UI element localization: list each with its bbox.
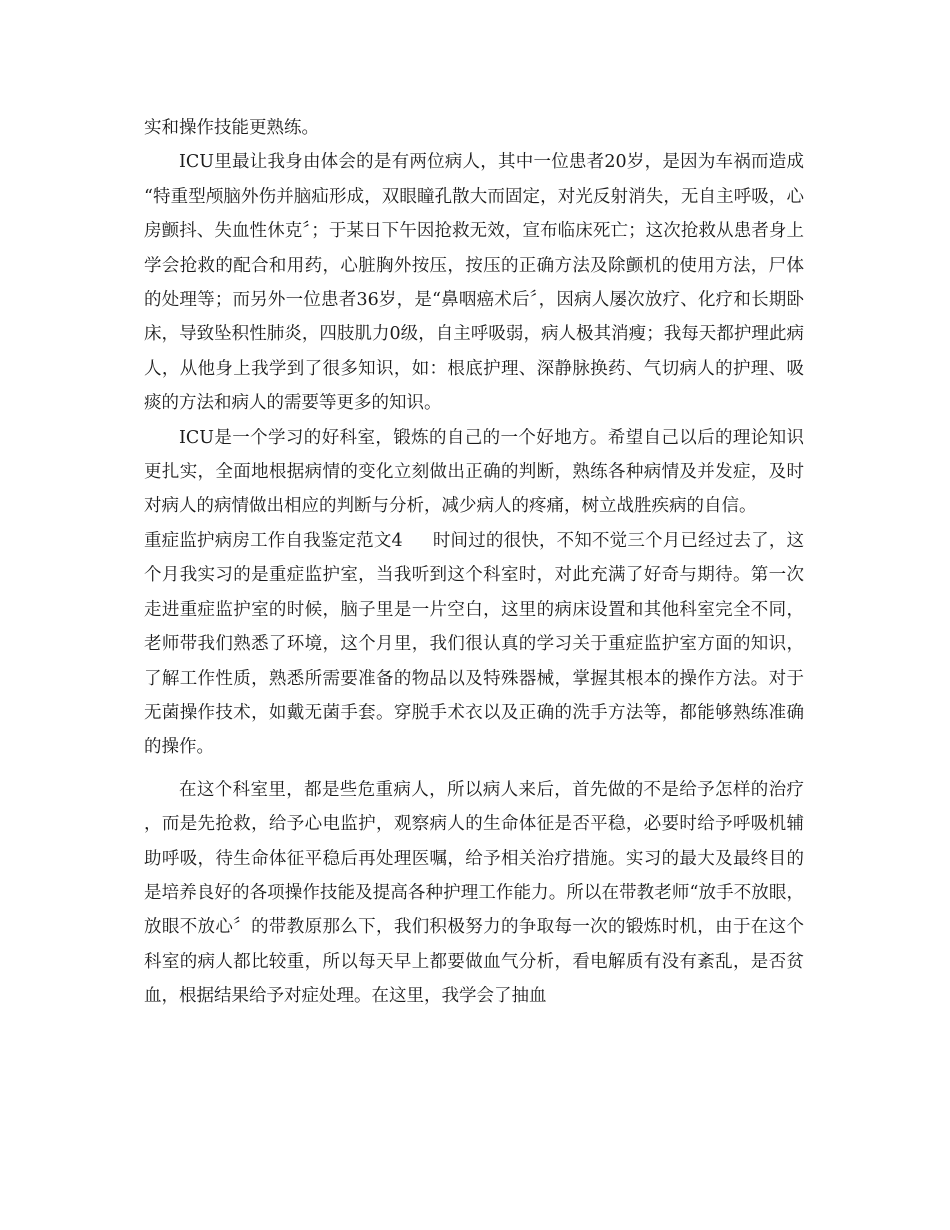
section-heading: 重症监护病房工作自我鉴定范文4 <box>144 530 403 551</box>
paragraph-critical-care: 在这个科室里，都是些危重病人，所以病人来后，首先做的不是给予怎样的治疗，而是先抢救，给予心电监护，观察病人的生命体征是否平稳，必要时给予呼吸机辅助呼吸，待生命体征平稳后再处理医嘱，给予相关治疗措施。实习的最大及最终目的是培养良好的各项操作技能及提高各种护理工作能力。所以在带教老师“放手不放眼，放眼不放心〞的带教原那么下，我们积极努力的争取每一次的锻炼时机，由于在这个科室的病人都比较重，所以每天早上都要做血气分析，看电解质有没有紊乱，是否贫血，根据结果给予对症处理。在这里，我学会了抽血 <box>144 779 804 1007</box>
section-intro-text: 时间过的很快，不知不觉三个月已经过去了，这个月我实习的是重症监护室，当我听到这个科室时，对此充满了好奇与期待。第一次走进重症监护室的时候，脑子里是一片空白，这里的病床设置和其他科室完全不同，老师带我们熟悉了环境，这个月里，我们很认真的学习关于重症监护室方面的知识，了解工作性质，熟悉所需要准备的物品以及特殊器械，掌握其根本的操作方法。对于无菌操作技术，如戴无菌手套。穿脱手术衣以及正确的洗手方法等，都能够熟练准确的操作。 <box>144 530 805 758</box>
section-paragraph <box>144 524 804 765</box>
paragraph-icu-patients: ICU里最让我身由体会的是有两位病人，其中一位患者20岁，是因为车祸而造成“特重型颅脑外伤并脑疝形成，双眼瞳孔散大而固定，对光反射消失，无自主呼吸，心房颤抖、失血性休克〞；于某日下午因抢救无效，宣布临床死亡；这次抢救从患者身上学会抢救的配合和用药，心脏胸外按压，按压的正确方法及除颤机的使用方法，尸体的处理等；而另外一位患者36岁，是“鼻咽癌术后〞，因病人屡次放疗、化疗和长期卧床，导致坠积性肺炎，四肢肌力0级，自主呼吸弱，病人极其消瘦；我每天都护理此病人，从他身上我学到了很多知识，如：根底护理、深静脉换药、气切病人的护理、吸痰的方法和病人的需要等更多的知识。 <box>144 152 804 414</box>
paragraph-continuation: 实和操作技能更熟练。 <box>144 118 319 138</box>
paragraph-icu-summary: ICU是一个学习的好科室，锻炼的自己的一个好地方。希望自己以后的理论知识更扎实，全面地根据病情的变化立刻做出正确的判断，熟练各种病情及并发症，及时对病人的病情做出相应的判断与分析，减少病人的疼痛，树立战胜疾病的自信。 <box>144 427 804 517</box>
document-body <box>144 111 804 1014</box>
